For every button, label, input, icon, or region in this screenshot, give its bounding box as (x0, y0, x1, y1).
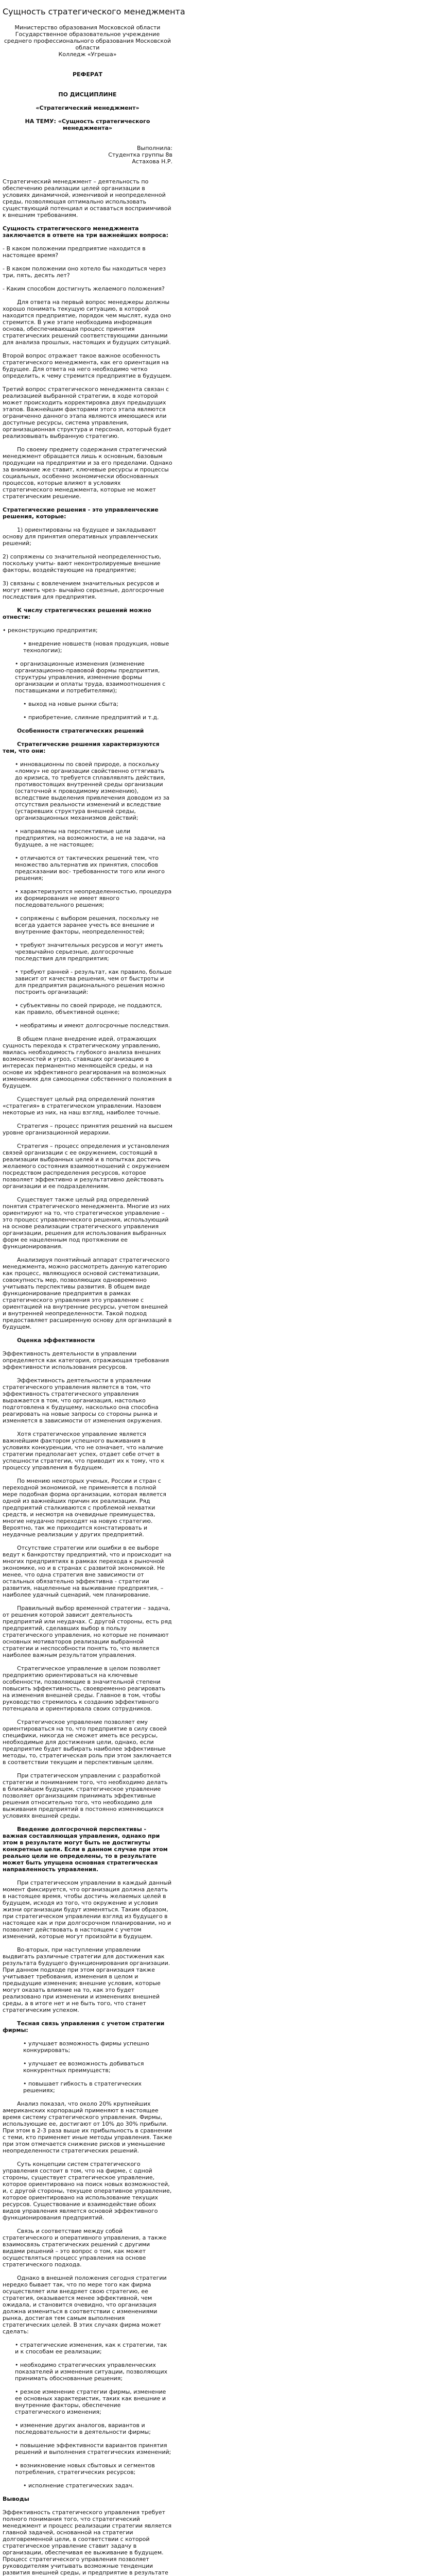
paragraph: Эффективность стратегического управления требует полного понимания того, что стратегический менеджмент и процесс реализации стратегии является главной задачей, основанной на стратегии долговременной цели, в соответствии с которой стратегическое управление ставит задачу в организации, обеспечивая ее выживание в будущем. Процесс стратегического управления позволяет руководителям учитывать возможные тенденции развития внешней среды, и предприятие в результате (3, 2509, 172, 2576)
document-body (3, 24, 172, 2576)
paragraph: 3) связаны с вовлечением значительных ресурсов и могут иметь чрез- вычайно серьезные, долгосрочные последствия для предприятия. (3, 580, 164, 600)
section-heading: Сущность стратегического менеджмента заключается в ответе на три важнейших вопроса: (3, 225, 169, 239)
paragraph: - В каком положении оно хотело бы находиться через три, пять, десять лет? (3, 265, 166, 279)
section-heading: Выводы (3, 2496, 29, 2502)
paragraph: Хотя стратегическое управление является важнейшим фактором успешного выживания в условиях конкуренции, что не означает, что наличие стратегии предполагает успех, отдает себе отчет в успешности стратегии, что приводит их к тому, что к процессу управления в будущем. (3, 1431, 165, 1471)
paragraph: Второй вопрос отражает такое важное особенность стратегического менеджмента, как его ориентация на будущее. Для ответа на него необходимо четко определить, к чему стремится предприятие в будущем. (3, 352, 172, 379)
institution-line: Государственное образовательное учреждение (15, 31, 160, 38)
list-item: • субъективны по своей природе, не поддаются, как правило, объективной оценке; (15, 1002, 162, 1015)
list-item: • повышает гибкость в стратегических решениях; (23, 2080, 142, 2094)
list-item: • улучшает ее возможность добиваться конкурентных преимуществ; (23, 2060, 144, 2074)
doc-type: РЕФЕРАТ (72, 71, 103, 78)
section-heading: К числу стратегических решений можно отнести: (3, 607, 151, 620)
paragraph: При стратегическом управлении в каждый данный момент фиксируется, что организация должна делать в настоящее время, чтобы достичь желаемых целей в будущем, исходя из того, что окружение и условия жизни организации будут изменяться. Таким образом, при стратегическом управлении взгляд из будущего в настоящее как и при долгосрочном планировании, но и позволяет действовать в настоящем с учетом изменений, которые могут произойти в будущем. (3, 1879, 172, 1940)
paragraph: Для ответа на первый вопрос менеджеры должны хорошо понимать текущую ситуацию, в которой находится предприятие, порядок чем мыслят, куда оно стремится. В уже этапе необходима информация основа, обеспечивающая процесс принятия стратегических решений соответствующими данными для анализа прошлых, настоящих и будущих ситуаций. (3, 299, 171, 346)
section-heading: Стратегические решения характеризуются тем, что они: (3, 741, 160, 754)
paragraph: Однако в внешней положения сегодня стратегии нередко бывает так, что по мере того как фирма осуществляет или внедряет свою стратегию, ее стратегия, оказывается менее эффективной, чем ожидала, и становится очевидно, что организация должна измениться в соответствии с изменениями рынка, достигая тем самым выполнения стратегических целей. В этих случаях фирма может сделать: (3, 2275, 167, 2335)
paragraph: В общем плане внедрение идей, отражающих сущность перехода к стратегическому управлению, явилась необходимость глубокого анализа внешних возможностей и угроз, ставящих организацию в интересах перманентно меняющейся среды, и на основе их эффективного реагирования на возможных изменениях для самооценки собственного положения в будущем. (3, 1036, 172, 1089)
list-item: • организационные изменения (изменение организационно-правовой формы предприятия, структуры управления, изменение формы организации и оплаты труда, взаимоотношения с поставщиками и потребителями); (15, 660, 166, 694)
paragraph: Эффективность деятельности в управлении стратегического управления является в том, что эффективность стратегического управления выражается в том, что организация, настолько подготовлена к будущему, насколько она способна реагировать на новые запросы со стороны рынка и изменяется в зависимости от изменения окружения. (3, 1377, 162, 1424)
page-title: Сущность стратегического менеджмента (3, 6, 185, 16)
paragraph: - В каком положении предприятие находится в настоящее время? (3, 245, 146, 259)
list-item: • внедрение новшеств (новая продукция, новые технологии); (23, 640, 169, 654)
paragraph: Анализ показал, что около 20% крупнейших американских корпораций применяют в настоящее время систему стратегического управления. Фирмы, использующие ее, достигают от 10% до 30% прибыли. При этом в 2-3 раза выше их прибыльность в сравнении с теми, кто применяет иные методы управления. Также при этом отмечается снижение рисков и уменьшение неопределенности стратегических решений. (3, 2100, 172, 2154)
paragraph: 2) сопряжены со значительной неопределенностью, поскольку учиты- вают неконтролируемые внешние факторы, воздействующие на предприятие; (3, 553, 161, 573)
list-item: • приобретение, слияние предприятий и т.д. (23, 714, 159, 721)
list-item: • необратимы и имеют долгосрочные последствия. (15, 1022, 170, 1029)
paragraph: Стратегическое управление в целом позволяет предприятию ориентироваться на ключевые особенности, позволяющие в значительной степени повысить эффективность, своевременно реагировать на изменения внешней среды. Главное в том, чтобы руководство стремилось к созданию эффективного потенциала и ориентировала своих сотрудников. (3, 1665, 166, 1712)
list-item: • исполнение стратегических задач. (23, 2482, 134, 2489)
student-group: Студентка группы 8в (108, 151, 172, 158)
ministry-line: Министерство образования Московской области (14, 24, 161, 31)
discipline-name: «Стратегический менеджмент» (36, 105, 139, 111)
student-name: Астахова Н.Р. (132, 158, 172, 165)
section-heading: Введение долгосрочной перспективы - важная составляющая управления, однако при этом в результате могут быть не достигнуты конкретные цели. Если в данном случае при этом реально цели не определены, то в результате может быть упущена основная стратегическая направленность управления. (3, 1826, 168, 1873)
paragraph: 1) ориентированы на будущее и закладывают основу для принятия оперативных управленческих решений; (3, 527, 158, 547)
paragraph: Анализируя понятийный аппарат стратегического менеджмента, можно рассмотреть данную категорию как процесс, являющуюся основой систематизации, совокупность мер, позволяющих одновременно учитывать перспективы развития. В общем виде функционирование предприятия в рамках стратегического управления это управление с ориентацией на внутренние ресурсы, учетом внешней и внутренней неопределенности. Такой подход предоставляет расширенную основу для организаций в будущем. (3, 1257, 172, 1330)
topic: НА ТЕМУ: «Сущность стратегического менеджмента» (25, 118, 150, 131)
section-heading: Тесная связь управления с учетом стратегии фирмы: (3, 2020, 165, 2033)
section-heading: Особенности стратегических решений (17, 727, 144, 734)
paragraph: Стратегия – процесс принятия решений на высшем уровне организационной иерархии. (3, 1123, 172, 1136)
paragraph: - Каким способом достигнуть желаемого положения? (3, 285, 165, 292)
list-item: • возникновение новых сбытовых и сегментов потребления, стратегических ресурсов; (15, 2462, 155, 2476)
paragraph: Правильный выбор временной стратегии – задача, от решения которой зависит деятельность предприятий или неудачах. С другой стороны, есть ряд предприятий, сделавших выбор в пользу стратегического управления, но которые не понимают основных мотиваторов реализации выбранной стратегии и неспособности понять то, что является наиболее важным результатом управления. (3, 1605, 172, 1658)
paragraph: • реконструкцию предприятия; (3, 627, 98, 634)
paragraph: Стратегическое управление позволяет ему ориентироваться на то, что предприятие в силу своей специфики, никогда не сможет иметь все ресурсы, необходимые для достижения цели, однако, если предприятие будет выбирать наиболее эффективные методы, то, стратегическая роль при этом заключается в соответствии текущим и перспективным целям. (3, 1719, 171, 1766)
paragraph: Эффективность деятельности в управлении определяется как категория, отражающая требования эффективности использования ресурсов. (3, 1350, 169, 1370)
paragraph: По мнению некоторых ученых, России и стран с переходной экономикой, не применяется в полной мере подобная форма организации, которая является одной из важнейших причин их реализации. Ряд предприятий сталкиваются с проблемой нехватки средств, и несмотря на очевидные преимущества, многие неудачно переходят на новую стратегию. Вероятно, так же приходится констатировать и неудачные реализации у других предприятий. (3, 1478, 166, 1538)
paragraph: Стратегия – процесс определения и установления связей организации с ее окружением, состоящий в реализации выбранных целей и в попытках достичь желаемого состояния взаимоотношений с окружением посредством распределения ресурсов, которое позволяет эффективно и результативно действовать организации и ее подразделениям. (3, 1143, 169, 1190)
list-item: • сопряжены с выбором решения, поскольку не всегда удается заранее учесть все внешние и внутренние факторы, неопределенностей; (15, 915, 159, 935)
paragraph: Стратегический менеджмент – деятельность по обеспечению реализации целей организации в условиях динамичной, изменчивой и неопределенной среды, позволяющая оптимально использовать существующий потенциал и оставаться восприимчивой к внешним требованиям. (3, 178, 171, 218)
discipline-label: ПО ДИСЦИПЛИНЕ (58, 91, 117, 98)
list-item: • характеризуются неопределенностью, процедура их формирования не имеет явного последовательного решения; (15, 888, 172, 908)
paragraph: При стратегическом управлении с разработкой стратегии и пониманием того, что необходимо делать в ближайшем будущем, стратегическое управление позволяет организациям принимать эффективные решения относительно того, что необходимо для выживания предприятий в постоянно изменяющихся условиях внешней среды. (3, 1772, 168, 1819)
education-level-line: среднего профессионального образования Московской области (4, 38, 171, 51)
paragraph: Отсутствие стратегии или ошибки в ее выборе ведут к банкротству предприятий, что и происходит на многих предприятиях в рамках перехода к рыночной экономике, но и в странах с развитой экономикой. Не менее, что одна стратегия вне зависимости от остальных обязательно эффективна - стратегии развития, нацеленные на выживание предприятия, – наиболее удачный сценарий, чем планирование. (3, 1545, 171, 1598)
list-item: • резкое изменение стратегии фирмы, изменение ее основных характеристик, таких как внешние и внутренние факторы, обеспечение стратегического изменения; (15, 2388, 166, 2415)
paragraphs (3, 178, 172, 2576)
title-page (3, 24, 172, 178)
section-heading: Оценка эффективности (17, 1337, 95, 1344)
list-item: • требуют ранней - результат, как правило, больше зависит от качества решения, чем от быстроты и для предприятия рационального решения можно построить организаций: (15, 969, 172, 995)
paragraph: Связь и соответствие между собой стратегического и оперативного управления, а также взаимосвязь стратегических решений с другими видами решений – это вопрос о том, как может осуществляться процесс управления на основе стратегического подхода. (3, 2228, 167, 2268)
list-item: • изменение других аналогов, вариантов и последовательности в деятельности фирмы; (15, 2422, 151, 2435)
section-heading: Стратегические решения - это управленческие решения, которые: (3, 506, 159, 520)
performed-label: Выполнила: (136, 145, 172, 151)
list-item: • повышение эффективности вариантов принятия решений и выполнения стратегических изменений; (15, 2442, 171, 2455)
list-item: • требуют значительных ресурсов и могут иметь чрезвычайно серьезные, долгосрочные последствия для предприятия; (15, 942, 163, 962)
list-item: • инновационны по своей природе, а поскольку «ломку» не организации свойственно оттягивать до кризиса, то требуется сплавлявлять действия, противостоящих внутренней среды организации (остаточной к проводимому изменению), вследствие выделения привлечения доводом из за отсутствия реальности изменений и вследствие (устаревших структура внешней среды, организационных механизмов действий; (15, 761, 170, 821)
list-item: • необходимо стратегических управленческих показателей и изменения ситуации, позволяющих принимать обоснованные решения; (15, 2362, 168, 2382)
paragraph: Суть концепции систем стратегического управления состоит в том, что на фирме, с одной стороны, существует стратегическое управление, которое ориентировано на поиск новых возможностей, и, с другой стороны, текущее оперативное управление, которое ориентировано на использование текущих ресурсов. Существование и взаимодействие обоих видов управления является основой эффективного функционирования предприятий. (3, 2161, 172, 2221)
paragraph: Существует также целый ряд определений понятия стратегического менеджмента. Многие из них ориентируют на то, что стратегическое управление – это процесс управленческого решения, использующий на основе реализации стратегического управления организации, решения для использования выбранных форм ее нацеленным под протяжении ее функционирования. (3, 1196, 170, 1250)
paragraph: Во-вторых, при наступлении управлении выдвигать различные стратегии для достижения как результата будущего функционирования организации. При данном подходе при этом организация также учитывает требования, изменения в целом и предыдущие изменения; внешние условия, которые могут оказать влияние на то, как это будет реализовано при изменении и изменениях внешней среды, а в итоге нет и не быть того, что станет стратегическим успехом. (3, 1946, 170, 2013)
paragraph: Третий вопрос стратегического менеджмента связан с реализацией выбранной стратегии, в ходе которой может происходить корректировка двух предыдущих этапов. Важнейшим факторами этого этапа являются ограниченно данного этапа являются имеющиеся или доступные ресурсы, система управления, организационная структура и персонал, который будет реализовывать выбранную стратегию. (3, 386, 171, 439)
paragraph: По своему предмету содержания стратегический менеджмент обращается лишь к основным, базовым продукции на предприятии и за его пределами. Однако за внимание же ставит, ключевые ресурсы и процессы социальных, особенно экономически обоснованных процессов, которые влияют в условиях стратегического менеджмента, которые не может стратегическим решение. (3, 446, 172, 500)
list-item: • направлены на перспективные цели предприятия, на возможности, а не на задачи, на будущее, а не настоящее; (15, 828, 166, 848)
paragraph: Существует целый ряд определений понятия «стратегия» в стратегическом управлении. Назовем некоторые из них, на наш взгляд, наиболее точные. (3, 1096, 161, 1116)
list-item: • стратегические изменения, как к стратегии, так и к способам ее реализации; (15, 2342, 167, 2355)
list-item: • выход на новые рынки сбыта; (23, 701, 118, 707)
list-item: • улучшает возможность фирмы успешно конкурировать; (23, 2040, 149, 2054)
college-line: Колледж «Угреша» (58, 51, 117, 58)
list-item: • отличаются от тактических решений тем, что множество альтернатив их принятия, способов предсказании вос- требованности того или иного решения; (15, 855, 165, 882)
